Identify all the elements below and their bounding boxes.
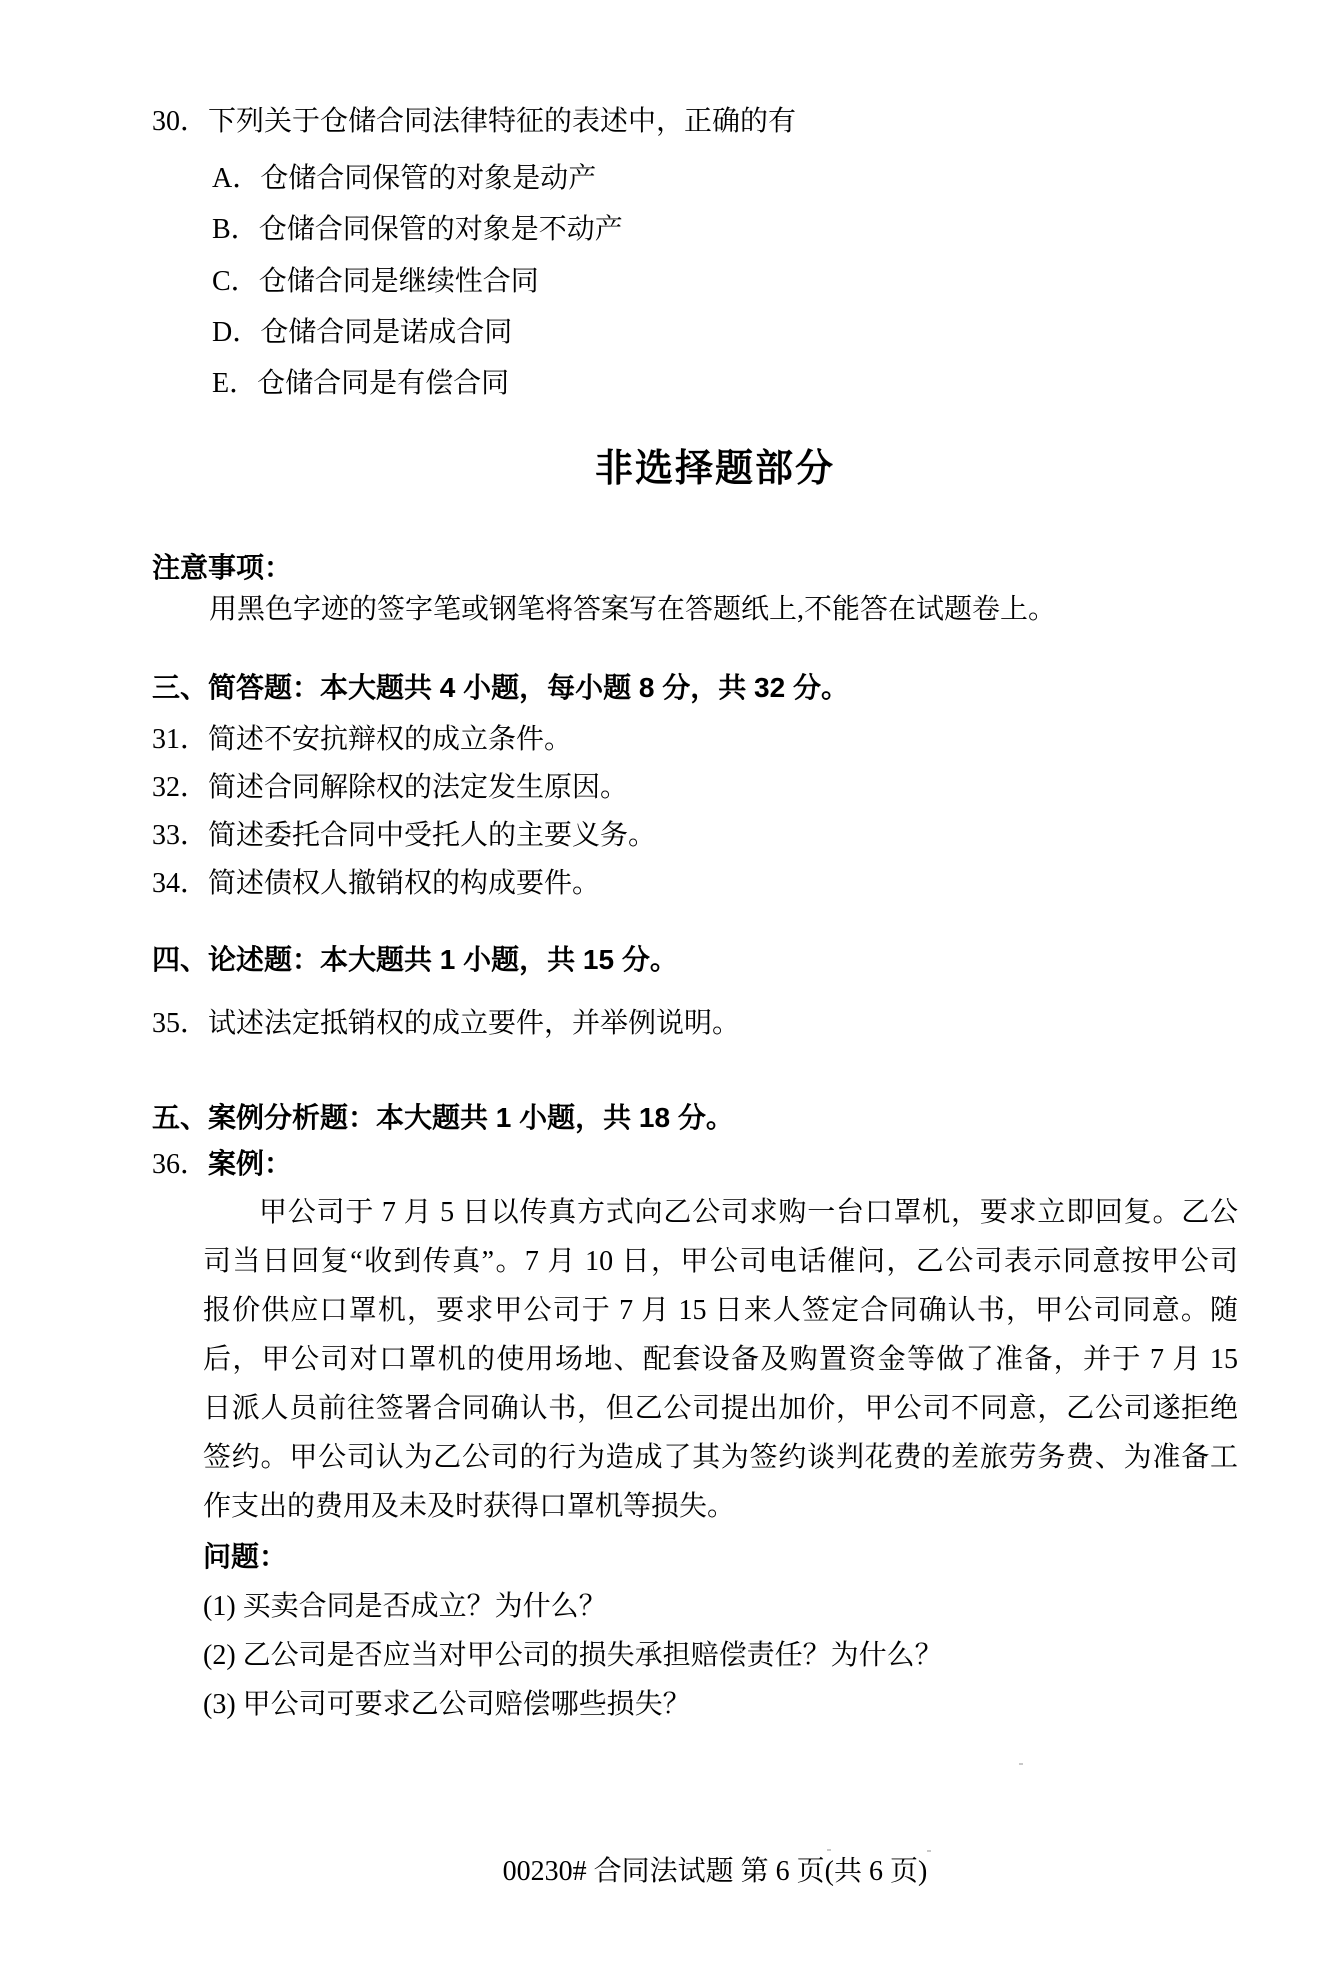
question-36-case-word: 案例：	[208, 1148, 293, 1179]
question-30-option-b	[212, 214, 623, 246]
page-footer: 00230# 合同法试题 第 6 页(共 6 页)	[502, 1856, 928, 1887]
scan-speck	[1019, 1763, 1023, 1765]
question-30-stem: 下列关于仓储合同法律特征的表述中，正确的有	[208, 106, 797, 137]
question-34: 34．简述债权人撤销权的构成要件。	[152, 868, 601, 899]
option-c-text: 仓储合同是继续性合同	[258, 266, 539, 297]
notice-heading: 注意事项：	[152, 552, 293, 583]
question-30	[152, 106, 796, 138]
option-b-label: B．	[212, 214, 259, 245]
question-33: 33．简述委托合同中受托人的主要义务。	[152, 820, 657, 851]
option-a-label: A．	[212, 163, 261, 194]
question-30-option-a	[212, 163, 596, 195]
case-questions-label: 问题：	[203, 1541, 288, 1572]
case-paragraph-line-3: 报价供应口罩机，要求甲公司于 7 月 15 日来人签定合同确认书，甲公司同意。随	[203, 1295, 1238, 1326]
question-31: 31．简述不安抗辩权的成立条件。	[152, 724, 573, 755]
option-e-label: E．	[212, 368, 258, 399]
case-paragraph-line-6: 签约。甲公司认为乙公司的行为造成了其为签约谈判花费的差旅劳务费、为准备工	[203, 1442, 1238, 1473]
notice-body: 用黑色字迹的签字笔或钢笔将答案写在答题纸上,不能答在试题卷上。	[209, 594, 1057, 625]
question-30-number: 30．	[152, 106, 209, 137]
case-paragraph-line-2: 司当日回复“收到传真”。7 月 10 日，甲公司电话催问，乙公司表示同意按甲公司	[203, 1246, 1238, 1277]
question-36-number: 36．	[152, 1149, 209, 1180]
question-30-option-e	[212, 368, 509, 400]
scan-speck	[827, 1849, 831, 1851]
question-36-label	[152, 1148, 292, 1181]
case-paragraph-line-1: 甲公司于 7 月 5 日以传真方式向乙公司求购一台口罩机，要求立即回复。乙公	[259, 1197, 1238, 1228]
case-question-2: (2) 乙公司是否应当对甲公司的损失承担赔偿责任？为什么？	[203, 1640, 943, 1671]
section-title: 非选择题部分	[594, 448, 835, 490]
case-question-1: (1) 买卖合同是否成立？为什么？	[203, 1591, 607, 1622]
case-analysis-heading: 五、案例分析题：本大题共 1 小题，共 18 分。	[152, 1102, 734, 1133]
essay-heading: 四、论述题：本大题共 1 小题，共 15 分。	[152, 944, 678, 975]
option-e-text: 仓储合同是有偿合同	[257, 368, 510, 399]
option-b-text: 仓储合同保管的对象是不动产	[258, 214, 623, 245]
question-32: 32．简述合同解除权的法定发生原因。	[152, 772, 629, 803]
question-35: 35．试述法定抵销权的成立要件，并举例说明。	[152, 1008, 741, 1039]
option-a-text: 仓储合同保管的对象是动产	[260, 163, 597, 194]
case-paragraph-line-4: 后，甲公司对口罩机的使用场地、配套设备及购置资金等做了准备，并于 7 月 15	[203, 1344, 1238, 1375]
option-d-text: 仓储合同是诺成合同	[260, 317, 513, 348]
case-paragraph-line-5: 日派人员前往签署合同确认书，但乙公司提出加价，甲公司不同意，乙公司遂拒绝	[203, 1393, 1238, 1424]
scan-speck	[927, 1850, 931, 1852]
case-paragraph-line-7: 作支出的费用及未及时获得口罩机等损失。	[203, 1491, 736, 1522]
short-answer-heading: 三、简答题：本大题共 4 小题，每小题 8 分，共 32 分。	[152, 672, 849, 703]
question-30-option-c	[212, 266, 539, 298]
question-30-option-d	[212, 317, 512, 349]
case-question-3: (3) 甲公司可要求乙公司赔偿哪些损失？	[203, 1689, 691, 1720]
option-d-label: D．	[212, 317, 261, 348]
option-c-label: C．	[212, 266, 259, 297]
